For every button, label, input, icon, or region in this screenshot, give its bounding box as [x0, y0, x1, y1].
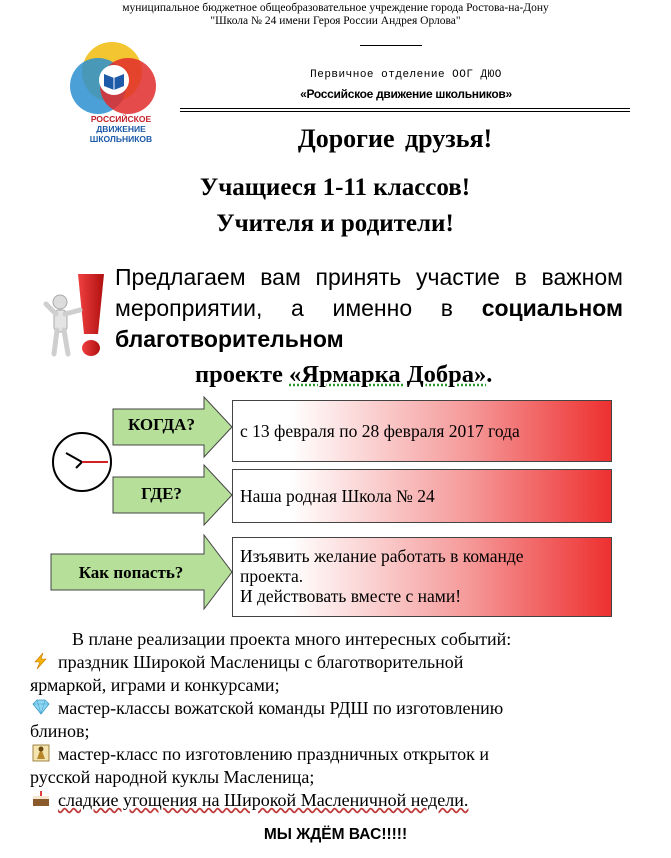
how-text-line1: Изъявить желание работать в команде	[240, 546, 524, 566]
school-header-line2: "Школа № 24 имени Героя России Андрея Орлова"	[210, 15, 461, 27]
org-line1: Первичное отделение ООГ ДЮО	[310, 69, 502, 81]
double-rule	[180, 108, 630, 112]
project-name	[195, 361, 635, 389]
project-suffix: .	[486, 361, 493, 388]
closing-text: МЫ ЖДЁМ ВАС!!!!!	[263, 826, 408, 843]
plan-item-1-line1: праздник Широкой Масленицы с благотворительной	[58, 652, 464, 672]
cake-icon	[30, 790, 52, 808]
logo-caption-line1: РОССИЙСКОЕ	[90, 114, 152, 124]
subtitle-teachers: Учителя и родители!	[216, 210, 454, 237]
plan-section	[30, 628, 640, 812]
when-label: КОГДА?	[128, 415, 195, 434]
plan-item-1	[30, 651, 640, 674]
proposal-line2-plain: мероприятии, а именно в	[115, 295, 454, 321]
where-text: Наша родная Школа № 24	[240, 486, 435, 506]
proposal-line2-bold: социальном	[481, 295, 624, 321]
rdsh-logo	[60, 34, 170, 118]
plan-item-4-line1: сладкие угощения на Широкой Масленичной недели.	[58, 790, 469, 810]
diamond-icon	[30, 698, 52, 716]
project-prefix: проекте	[195, 361, 290, 388]
where-box	[232, 469, 612, 523]
plan-item-1-cont: ярмаркой, играми и конкурсами;	[30, 675, 280, 695]
clock-icon	[50, 430, 114, 494]
logo-caption-line2: ДВИЖЕНИЕ ШКОЛЬНИКОВ	[89, 124, 153, 144]
school-header-line1: муниципальное бюджетное общеобразовательное учреждение города Ростова-на-Дону	[122, 2, 549, 14]
proposal-line2	[115, 293, 623, 324]
how-text-line2: проекта.	[240, 566, 304, 586]
exclamation-figure-icon	[40, 270, 108, 362]
header-divider	[360, 45, 422, 46]
org-line2: «Российское движение школьников»	[300, 87, 512, 101]
school-header	[0, 2, 671, 28]
proposal-text	[115, 262, 623, 355]
proposal-line1: Предлагаем вам принять участие в важном	[115, 264, 623, 290]
proposal-line3	[115, 324, 623, 355]
where-label: ГДЕ?	[141, 484, 182, 503]
plan-item-3-cont: русской народной куклы Масленица;	[30, 767, 315, 787]
plan-item-2-cont: блинов;	[30, 721, 90, 741]
plan-item-3	[30, 743, 640, 766]
plan-item-2	[30, 697, 640, 720]
plan-intro: В плане реализации проекта много интересных событий:	[72, 629, 512, 649]
craft-icon	[30, 744, 52, 762]
when-text: с 13 февраля по 28 февраля 2017 года	[240, 421, 520, 441]
project-title: «Ярмарка Добра»	[289, 361, 487, 388]
how-label: Как попасть?	[78, 563, 184, 582]
logo-caption	[66, 114, 176, 144]
how-text-line3: И действовать вместе с нами!	[240, 586, 462, 606]
lightning-icon	[30, 652, 52, 670]
plan-item-2-line1: мастер-классы вожатской команды РДШ по изготовлению	[58, 698, 504, 718]
when-box	[232, 400, 612, 462]
plan-item-3-line1: мастер-класс по изготовлению праздничных открыток и	[58, 744, 490, 764]
plan-item-4	[30, 789, 640, 812]
proposal-line3-bold: благотворительном	[115, 326, 344, 352]
how-box	[232, 537, 612, 617]
page-title: Дорогие друзья!	[297, 124, 493, 153]
subtitle-students: Учащиеся 1-11 классов!	[199, 174, 471, 201]
